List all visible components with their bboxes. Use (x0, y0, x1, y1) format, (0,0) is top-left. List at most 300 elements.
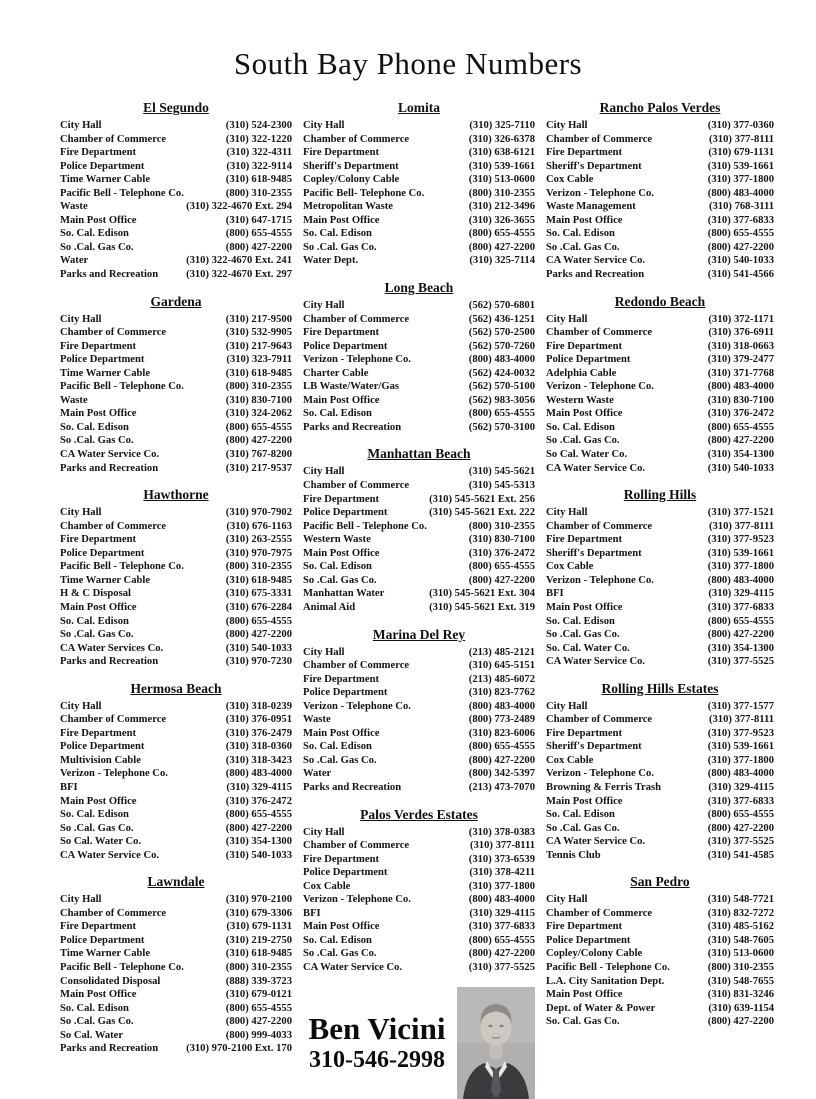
entry-label: City Hall (60, 313, 102, 325)
entry-label: Fire Department (303, 853, 379, 865)
entry-phone: (310) 326-6378 (468, 133, 535, 145)
entry-label: Pacific Bell - Telephone Co. (546, 961, 670, 973)
section-long-beach (303, 280, 535, 434)
phone-entry (546, 200, 774, 214)
entry-label: Waste (60, 201, 88, 213)
entry-label: Police Department (303, 867, 388, 879)
entry-phone: (310) 377-6833 (468, 921, 535, 933)
entry-phone: (310) 376-0951 (225, 714, 292, 726)
entry-phone: (800) 310-2355 (468, 187, 535, 199)
phone-entry (303, 479, 535, 493)
entry-phone: (800) 655-4555 (707, 615, 774, 627)
entry-phone: (310) 540-1033 (707, 462, 774, 474)
entry-label: Cox Cable (303, 880, 351, 892)
entry-phone: (310) 326-3655 (468, 214, 535, 226)
entry-label: Waste (60, 394, 88, 406)
entry-label: Manhattan Water (303, 588, 385, 600)
entry-phone: (800) 483-4000 (468, 354, 535, 366)
phone-entry (303, 407, 535, 421)
entry-phone: (310) 970-2100 (225, 894, 292, 906)
section-title: San Pedro (630, 874, 690, 890)
column-3 (546, 100, 774, 1041)
entry-label: Police Department (60, 741, 145, 753)
entry-label: City Hall (60, 120, 102, 131)
entry-label: Chamber of Commerce (60, 907, 167, 919)
phone-entry (546, 655, 774, 669)
section-title: Gardena (150, 293, 202, 309)
entry-phone: (310) 377-6833 (707, 795, 774, 807)
phone-entry (60, 1015, 292, 1029)
phone-entry (546, 173, 774, 187)
phone-entry (546, 146, 774, 160)
phone-entry (546, 407, 774, 421)
entry-phone: (310) 329-4115 (708, 781, 774, 793)
entry-label: Time Warner Cable (60, 948, 151, 960)
phone-entry (60, 119, 292, 133)
column-2-sections (303, 100, 535, 975)
column-1 (60, 100, 292, 1068)
entry-label: L.A. City Sanitation Dept. (546, 975, 665, 987)
entry-phone: (310) 545-5313 (468, 480, 535, 492)
entry-phone: (800) 655-4555 (707, 809, 774, 821)
phone-entry (546, 547, 774, 561)
phone-entry (546, 520, 774, 534)
entry-phone: (310) 676-1163 (226, 520, 292, 532)
phone-entry (60, 642, 292, 656)
entry-label: Chamber of Commerce (60, 520, 167, 532)
phone-entry (303, 241, 535, 255)
phone-entry (303, 520, 535, 534)
entry-phone: (310) 524-2300 (225, 120, 292, 131)
section-title: Rolling Hills (623, 487, 697, 503)
entry-phone: (310) 540-1033 (707, 255, 774, 267)
entry-phone: (310) 377-1521 (707, 507, 774, 519)
phone-entry (303, 893, 535, 907)
entry-label: Parks and Recreation (60, 269, 159, 281)
entry-label: Pacific Bell - Telephone Co. (60, 187, 184, 199)
phone-entry (303, 465, 535, 479)
entry-label: Pacific Bell - Telephone Co. (303, 520, 427, 532)
phone-entry (60, 367, 292, 381)
entry-phone: (310) 379-2477 (707, 354, 774, 366)
phone-entry (60, 920, 292, 934)
entry-phone: (800) 310-2355 (707, 961, 774, 973)
entry-label: Fire Department (546, 921, 622, 933)
section-title: Rancho Palos Verdes (599, 100, 721, 115)
entry-label: Water (60, 255, 89, 267)
entry-label: Chamber of Commerce (546, 327, 653, 339)
phone-entry (546, 462, 774, 476)
phone-entry (60, 893, 292, 907)
phone-entry (60, 700, 292, 714)
entry-phone: (310) 322-4670 Ext. 294 (186, 201, 292, 213)
entry-phone: (310) 830-7100 (707, 394, 774, 406)
phone-entry (60, 146, 292, 160)
phone-entry (303, 866, 535, 880)
entry-phone: (310) 377-9523 (707, 727, 774, 739)
entry-phone: (310) 212-3496 (468, 201, 535, 213)
column-3-sections (546, 100, 774, 1029)
entry-phone: (310) 376-2472 (707, 408, 774, 420)
entry-phone: (310) 376-2472 (468, 547, 535, 559)
entry-label: So .Cal. Gas Co. (546, 435, 620, 447)
entry-label: Main Post Office (60, 601, 137, 613)
phone-entry (546, 628, 774, 642)
entry-label: Fire Department (303, 673, 379, 685)
entry-phone: (310) 377-1800 (707, 754, 774, 766)
phone-entry (60, 934, 292, 948)
entry-phone: (310) 377-6833 (707, 601, 774, 613)
entry-phone: (562) 570-7260 (468, 340, 535, 352)
entry-phone: (310) 679-3306 (225, 907, 292, 919)
entry-label: Verizon - Telephone Co. (546, 381, 654, 393)
section-hermosa-beach (60, 681, 292, 863)
phone-entry (60, 988, 292, 1002)
entry-phone: (310) 329-4115 (708, 588, 774, 600)
entry-phone: (310) 219-2750 (225, 934, 292, 946)
entry-label: City Hall (60, 507, 102, 519)
entry-label: Parks and Recreation (546, 269, 645, 281)
entry-label: So. Cal. Edison (60, 421, 129, 433)
entry-phone: (800) 773-2489 (468, 714, 535, 726)
phone-entry (60, 448, 292, 462)
entry-phone: (310) 548-7605 (707, 934, 774, 946)
entry-label: So .Cal. Gas Co. (546, 241, 620, 253)
entry-label: Main Post Office (546, 214, 623, 226)
entry-phone: (800) 655-4555 (707, 421, 774, 433)
entry-label: Chamber of Commerce (546, 714, 653, 726)
entry-label: So Cal. Water (60, 1029, 124, 1041)
section-title: Hermosa Beach (130, 680, 222, 696)
phone-entry (303, 227, 535, 241)
entry-phone: (800) 483-4000 (468, 700, 535, 712)
entry-phone: (310) 545-5621 Ext. 319 (429, 601, 535, 613)
entry-phone: (310) 513-0600 (707, 948, 774, 960)
entry-phone: (800) 427-2200 (707, 435, 774, 447)
entry-label: Verizon - Telephone Co. (546, 574, 654, 586)
entry-phone: (310) 373-6539 (468, 853, 535, 865)
entry-phone: (310) 324-2062 (225, 408, 292, 420)
phone-entry (546, 822, 774, 836)
phone-entry (303, 907, 535, 921)
entry-label: Tennis Club (546, 849, 601, 861)
phone-entry (546, 754, 774, 768)
phone-entry (546, 448, 774, 462)
phone-entry (546, 241, 774, 255)
phone-entry (60, 713, 292, 727)
entry-label: Verizon - Telephone Co. (303, 700, 411, 712)
entry-phone: (800) 310-2355 (225, 561, 292, 573)
phone-entry (60, 1029, 292, 1043)
phone-entry (546, 367, 774, 381)
entry-label: Verizon - Telephone Co. (303, 354, 411, 366)
entry-label: So. Cal. Water Co. (546, 642, 630, 654)
entry-phone: (310) 325-7110 (469, 120, 535, 131)
phone-entry (60, 254, 292, 268)
entry-label: Verizon - Telephone Co. (546, 768, 654, 780)
entry-phone: (310) 539-1661 (707, 547, 774, 559)
phone-entry (303, 313, 535, 327)
entry-phone: (310) 513-0600 (468, 174, 535, 186)
entry-label: Time Warner Cable (60, 367, 151, 379)
phone-entry (303, 673, 535, 687)
entry-phone: (310) 639-1154 (708, 1002, 774, 1014)
entry-phone: (310) 371-7768 (707, 367, 774, 379)
entry-phone: (800) 655-4555 (468, 934, 535, 946)
phone-entry (546, 254, 774, 268)
entry-label: Water Dept. (303, 255, 359, 267)
entry-phone: (310) 263-2555 (225, 534, 292, 546)
entry-phone: (310) 485-5162 (707, 921, 774, 933)
entry-label: Chamber of Commerce (303, 840, 410, 852)
column-2 (303, 100, 535, 1099)
entry-label: Sheriff's Department (546, 741, 642, 753)
section-lomita (303, 100, 535, 268)
entry-label: Cox Cable (546, 561, 594, 573)
phone-entry (546, 835, 774, 849)
entry-label: So. Cal. Edison (303, 408, 372, 420)
entry-phone: (310) 377-8111 (708, 714, 774, 726)
entry-phone: (310) 618-9485 (225, 367, 292, 379)
entry-phone: (310) 377-5525 (707, 836, 774, 848)
entry-phone: (310) 322-4670 Ext. 297 (186, 269, 292, 281)
entry-label: Animal Aid (303, 601, 356, 613)
entry-label: So .Cal. Gas Co. (303, 948, 377, 960)
entry-label: Fire Department (546, 727, 622, 739)
phone-entry (546, 227, 774, 241)
entry-label: Police Department (60, 934, 145, 946)
section-title: Marina Del Rey (372, 626, 466, 642)
agent-ad (303, 987, 535, 1099)
phone-entry (60, 822, 292, 836)
entry-phone: (310) 377-8111 (708, 133, 774, 145)
entry-phone: (310) 376-2479 (225, 727, 292, 739)
entry-label: So .Cal. Gas Co. (303, 754, 377, 766)
entry-label: Pacific Bell - Telephone Co. (60, 561, 184, 573)
entry-label: Parks and Recreation (303, 781, 402, 793)
entry-label: Sheriff's Department (546, 160, 642, 172)
phone-entry (546, 119, 774, 133)
phone-entry (546, 506, 774, 520)
section-title: Long Beach (384, 280, 454, 296)
entry-phone: (800) 655-4555 (468, 228, 535, 240)
phone-entry (60, 506, 292, 520)
entry-phone: (310) 377-5525 (707, 656, 774, 668)
section-title: El Segundo (143, 100, 209, 115)
phone-entry (60, 353, 292, 367)
agent-ad-text (303, 1012, 451, 1074)
phone-entry (546, 574, 774, 588)
entry-label: City Hall (546, 120, 588, 131)
entry-phone: (800) 427-2200 (468, 574, 535, 586)
phone-entry (546, 642, 774, 656)
phone-entry (303, 493, 535, 507)
entry-phone: (310) 532-9905 (225, 327, 292, 339)
entry-label: Time Warner Cable (60, 174, 151, 186)
phone-entry (303, 254, 535, 268)
phone-entry (60, 313, 292, 327)
entry-phone: (800) 427-2200 (225, 629, 292, 641)
section-el-segundo (60, 100, 292, 282)
phone-entry (303, 853, 535, 867)
phone-entry (303, 727, 535, 741)
entry-label: City Hall (60, 894, 102, 906)
entry-phone: (800) 427-2200 (225, 822, 292, 834)
entry-label: Pacific Bell - Telephone Co. (60, 381, 184, 393)
entry-phone: (310) 217-9643 (225, 340, 292, 352)
entry-phone: (800) 655-4555 (225, 228, 292, 240)
phone-entry (303, 367, 535, 381)
entry-phone: (800) 655-4555 (468, 408, 535, 420)
entry-label: Main Post Office (303, 921, 380, 933)
entry-label: CA Water Service Co. (546, 836, 646, 848)
phone-entry (546, 808, 774, 822)
entry-phone: (310) 377-0360 (707, 120, 774, 131)
entry-phone: (310) 618-9485 (225, 574, 292, 586)
entry-label: So .Cal. Gas Co. (546, 629, 620, 641)
entry-phone: (310) 322-1220 (225, 133, 292, 145)
section-manhattan-beach (303, 446, 535, 614)
phone-entry (60, 767, 292, 781)
section-lawndale (60, 874, 292, 1056)
entry-phone: (310) 830-7100 (468, 534, 535, 546)
entry-label: So .Cal. Gas Co. (303, 574, 377, 586)
entry-label: So .Cal. Gas Co. (546, 822, 620, 834)
entry-label: Pacific Bell - Telephone Co. (60, 961, 184, 973)
phone-entry (303, 839, 535, 853)
entry-phone: (310) 970-2100 Ext. 170 (186, 1043, 292, 1055)
phone-entry (546, 268, 774, 282)
entry-label: Chamber of Commerce (303, 313, 410, 325)
phone-entry (60, 574, 292, 588)
entry-phone: (310) 377-5525 (468, 961, 535, 973)
entry-phone: (310) 540-1033 (225, 849, 292, 861)
section-redondo-beach (546, 294, 774, 476)
entry-label: LB Waste/Water/Gas (303, 381, 400, 393)
entry-label: Main Post Office (546, 795, 623, 807)
entry-label: City Hall (60, 700, 102, 712)
entry-label: So .Cal. Gas Co. (303, 241, 377, 253)
entry-phone: (310) 831-3246 (707, 989, 774, 1001)
phone-entry (546, 615, 774, 629)
entry-phone: (310) 354-1300 (707, 642, 774, 654)
entry-phone: (310) 377-1577 (707, 700, 774, 712)
phone-entry (60, 849, 292, 863)
phone-entry (303, 826, 535, 840)
phone-entry (303, 686, 535, 700)
entry-phone: (800) 427-2200 (468, 948, 535, 960)
entry-phone: (310) 541-4585 (707, 849, 774, 861)
entry-label: Cox Cable (546, 174, 594, 186)
entry-phone: (310) 823-6006 (468, 727, 535, 739)
entry-phone: (310) 823-7762 (468, 687, 535, 699)
phone-entry (60, 394, 292, 408)
phone-entry (546, 187, 774, 201)
phone-entry (60, 835, 292, 849)
entry-label: Main Post Office (546, 408, 623, 420)
phone-entry (546, 340, 774, 354)
entry-phone: (310) 767-8200 (225, 449, 292, 461)
phone-entry (546, 920, 774, 934)
section-title: Hawthorne (143, 487, 209, 503)
phone-entry (546, 160, 774, 174)
entry-label: Main Post Office (303, 547, 380, 559)
entry-phone: (888) 339-3723 (225, 975, 292, 987)
entry-label: So .Cal. Gas Co. (60, 435, 134, 447)
entry-label: Fire Department (60, 921, 136, 933)
entry-label: Chamber of Commerce (303, 480, 410, 492)
section-san-pedro (546, 874, 774, 1028)
entry-phone: (310) 545-5621 (468, 466, 535, 478)
section-title: Rolling Hills Estates (601, 680, 719, 696)
entry-phone: (310) 329-4115 (226, 781, 292, 793)
entry-phone: (310) 647-1715 (225, 214, 292, 226)
entry-label: Chamber of Commerce (303, 133, 410, 145)
entry-phone: (310) 638-6121 (468, 147, 535, 159)
phone-entry (60, 628, 292, 642)
phone-entry (546, 893, 774, 907)
entry-phone: (310) 539-1661 (707, 741, 774, 753)
entry-phone: (310) 970-7230 (225, 656, 292, 668)
phone-entry (546, 313, 774, 327)
phone-entry (303, 700, 535, 714)
section-rolling-hills (546, 487, 774, 669)
entry-phone: (310) 675-3331 (225, 588, 292, 600)
entry-phone: (310) 539-1661 (468, 160, 535, 172)
phone-entry (303, 380, 535, 394)
entry-phone: (310) 377-1800 (468, 880, 535, 892)
entry-phone: (310) 545-5621 Ext. 222 (429, 507, 535, 519)
entry-phone: (800) 655-4555 (468, 561, 535, 573)
entry-label: Chamber of Commerce (60, 133, 167, 145)
entry-phone: (310) 679-0121 (225, 989, 292, 1001)
entry-label: Chamber of Commerce (60, 327, 167, 339)
entry-label: Copley/Colony Cable (546, 948, 643, 960)
agent-portrait-photo (457, 987, 535, 1099)
entry-label: So .Cal. Gas Co. (60, 1016, 134, 1028)
phone-entry (60, 462, 292, 476)
entry-phone: (310) 679-1131 (708, 147, 774, 159)
entry-label: CA Water Service Co. (546, 656, 646, 668)
entry-label: Adelphia Cable (546, 367, 617, 379)
phone-entry (303, 601, 535, 615)
entry-label: CA Water Service Co. (546, 462, 646, 474)
entry-phone: (310) 679-1131 (226, 921, 292, 933)
phone-entry (60, 520, 292, 534)
entry-phone: (310) 970-7902 (225, 507, 292, 519)
phone-entry (546, 975, 774, 989)
entry-label: CA Water Services Co. (60, 642, 164, 654)
entry-phone: (562) 983-3056 (468, 394, 535, 406)
entry-label: Fire Department (546, 340, 622, 352)
entry-label: So. Cal. Edison (60, 1002, 129, 1014)
phone-entry (546, 961, 774, 975)
entry-label: Main Post Office (303, 394, 380, 406)
entry-phone: (800) 427-2200 (707, 241, 774, 253)
section-gardena (60, 294, 292, 476)
entry-label: Chamber of Commerce (60, 714, 167, 726)
entry-label: Fire Department (60, 727, 136, 739)
section-title: Manhattan Beach (367, 446, 471, 462)
entry-label: Verizon - Telephone Co. (60, 768, 168, 780)
entry-label: Main Post Office (60, 989, 137, 1001)
phone-entry (546, 421, 774, 435)
phone-entry (546, 988, 774, 1002)
entry-phone: (800) 427-2200 (707, 1016, 774, 1028)
entry-phone: (310) 318-0239 (225, 700, 292, 712)
phone-entry (60, 160, 292, 174)
phone-entry (303, 533, 535, 547)
